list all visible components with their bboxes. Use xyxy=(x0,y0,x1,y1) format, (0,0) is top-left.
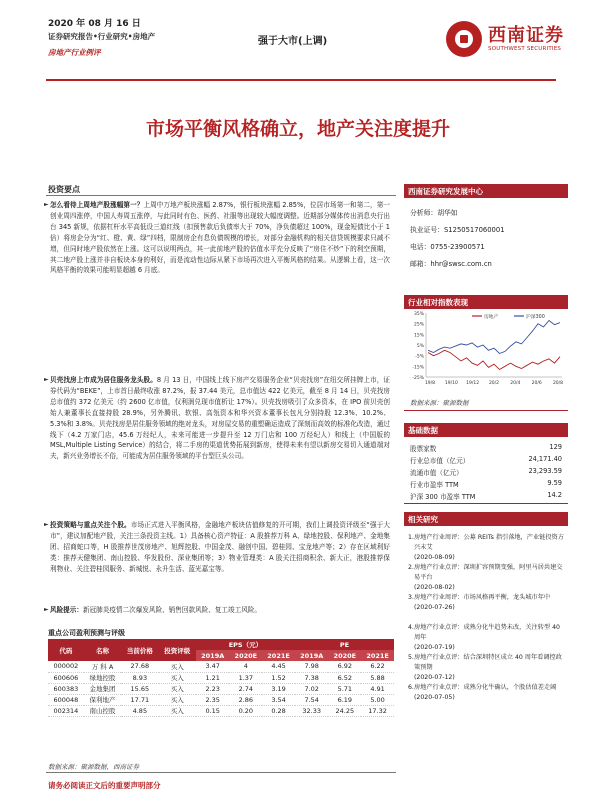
related-item-number: 4. xyxy=(408,624,414,631)
related-item-number: 5. xyxy=(408,654,414,661)
basic-data-heading: 基础数据 xyxy=(404,423,568,437)
basic-data-value: 23,293.59 xyxy=(528,467,562,475)
research-center-heading: 西南证券研究发展中心 xyxy=(404,184,568,198)
col-year: 2020E xyxy=(229,650,262,661)
table-cell: 7.38 xyxy=(295,672,329,683)
y-tick-label: 35% xyxy=(413,312,424,317)
basic-data-row xyxy=(410,467,562,477)
table-cell: 买入 xyxy=(159,661,196,672)
report-date: 2020 年 08 月 16 日 xyxy=(48,19,141,29)
col-year: 2020E xyxy=(328,650,361,661)
table-cell: 15.65 xyxy=(121,683,158,694)
table-cell: 6.92 xyxy=(328,661,361,672)
table-cell: 24.25 xyxy=(328,705,361,716)
table-cell: 6.22 xyxy=(361,661,394,672)
related-item-number: 6. xyxy=(408,684,414,691)
legend-label: 沪深300 xyxy=(526,315,545,320)
earnings-table-body xyxy=(48,661,394,716)
key-point-3-text: 市场正式进入平衡风格，金融地产板块估值修复的开可期，我们上调投资评级至“强于大市”，建议加配地产股，关注三条投资主线。1）具备核心资产特征：A 股推荐万科 A、绿地控股、保利地产、金地集团、招商蛇口等，H 股推荐世茂房地产、旭辉控股、中国金茂、融创中国、碧桂园、宝龙地产等；2）存在区域利好类：推荐天健集团、南山控股、华发股份、深业集团等；3）物业管理类：A 股关注招商积余、新大正，港股推荐保利物业、关注碧桂园服务、新城悦、永升生活、蓝光嘉宝等。 xyxy=(50,521,390,573)
x-tick-label: 19/10 xyxy=(444,381,458,386)
table-cell: 7.98 xyxy=(295,661,329,672)
key-points-heading: 投资要点 xyxy=(48,185,80,194)
col-price: 当前价格 xyxy=(121,639,158,661)
report-subtitle: 房地产行业例评 xyxy=(48,48,101,57)
basic-data-label: 股票家数 xyxy=(410,445,437,453)
related-item-title: 房地产行业点评：成熟分化牛趋势未改，关注转型 40 周年 xyxy=(414,624,560,641)
basic-data-value: 24,171.40 xyxy=(528,455,562,463)
table-row xyxy=(48,661,394,672)
basic-data-row xyxy=(410,455,562,465)
table-cell: 2.35 xyxy=(196,694,230,705)
table-cell: 3.54 xyxy=(262,694,295,705)
logo-text-cn: 西南证券 xyxy=(488,25,564,46)
col-pe: PE xyxy=(295,639,394,650)
table-cell: 1.37 xyxy=(229,672,262,683)
y-tick-label: -15% xyxy=(412,365,424,371)
table-cell: 万 科 A xyxy=(84,661,121,672)
key-point-4 xyxy=(44,605,390,616)
col-rating: 投资评级 xyxy=(159,639,196,661)
x-tick-label: 20/4 xyxy=(510,381,521,386)
related-research-item[interactable] xyxy=(408,653,566,682)
table-cell: 2.86 xyxy=(229,694,262,705)
related-item-date: (2020-08-02) xyxy=(414,583,455,591)
table-cell: 3.47 xyxy=(196,661,230,672)
related-research-item[interactable] xyxy=(408,683,566,703)
basic-data-row xyxy=(410,491,562,501)
key-point-1 xyxy=(44,200,391,276)
table-cell: 南山控股 xyxy=(84,705,121,716)
basic-data-row xyxy=(410,479,562,489)
table-cell: 3.19 xyxy=(262,683,295,694)
related-research-item[interactable] xyxy=(408,623,566,652)
table-cell: 7.54 xyxy=(295,694,329,705)
y-tick-label: 15% xyxy=(413,333,424,339)
col-name: 名称 xyxy=(84,639,121,661)
key-point-2-text: 8 月 13 日，中国线上线下房产交易服务企业“贝壳找房”在纽交所挂牌上市，证券代码为“BEKE”，上市首日最终收涨 87.2%，报 37.44 美元，总市值达 422 亿美元，截至 8 月 14 日，贝壳找房总市值约 372 亿美元（约 2600 亿市值，仅利润兑现市值析让 17%）。贝壳找房吸引了众多资本，在 IPO 前贝壳创始人兼董事长直接持股 28.9%，另外腾讯、软银、高瓴资本和华兴资本董事长包凡分别持股 12.3%、10.2%、5.3%和 3.8%。贝壳找房是居住服务领域的绝对龙头，对房屋交易的重塑确运造成了深刻而高效的标准化改造，通过线下（4.2 万家门店，45.6 万经纪人，未来可能进一步提升至 12 万门店和 100 万经纪人）和线上（中国版的 MSL,Multiple Listing Service）的结合，将二手房的渠道优势拓展到新房，使得未来有望以新房交易切入通道端对夫，新兴业务增长不俗，可能成为居住服务领域的平台型巨头公司。 xyxy=(50,376,390,461)
chart-divider xyxy=(404,410,568,411)
y-tick-label: -25% xyxy=(412,376,424,381)
risk-lead: 风险提示： xyxy=(50,606,83,614)
related-item-number: 3. xyxy=(408,594,414,601)
table-cell: 买入 xyxy=(159,683,196,694)
header-divider xyxy=(46,79,556,81)
col-year: 2021E xyxy=(361,650,394,661)
analyst-label: 分析师： xyxy=(410,209,438,217)
table-cell: 1.52 xyxy=(262,672,295,683)
bullet-icon: ► xyxy=(44,201,49,208)
related-item-title: 房地产行业周评：公募 REITs 指引落地，产业链投资方兴未艾 xyxy=(414,534,564,551)
report-category: 证券研究报告•行业研究•房地产 xyxy=(48,32,156,41)
related-item-title: 房地产行业点评：成熟分化牛确认，个股估值差走阔 xyxy=(414,684,557,691)
email-link[interactable]: 邮箱：hhr@swsc.com.cn xyxy=(410,260,492,268)
table-cell: 买入 xyxy=(159,694,196,705)
table-cell: 0.15 xyxy=(196,705,230,716)
table-cell: 000002 xyxy=(48,661,84,672)
key-point-2 xyxy=(44,375,390,462)
table-cell: 4.45 xyxy=(262,661,295,672)
related-item-date: (2020-07-12) xyxy=(414,673,455,681)
table-cell: 买入 xyxy=(159,672,196,683)
related-research-item[interactable] xyxy=(408,593,566,613)
related-item-date: (2020-07-05) xyxy=(414,693,455,701)
table-cell: 2.23 xyxy=(196,683,230,694)
table-cell: 保利地产 xyxy=(84,694,121,705)
key-point-3-lead: 投资策略与重点关注个股。 xyxy=(50,521,131,529)
table-cell: 5.88 xyxy=(361,672,394,683)
industry-rating: 强于大市(上调) xyxy=(258,36,328,47)
basic-data-label: 行业市盈率 TTM xyxy=(410,481,459,489)
key-point-1-lead: 怎么看待上周地产股涨幅第一？ xyxy=(50,201,144,209)
basic-data-label: 流通市值（亿元） xyxy=(410,469,463,477)
key-points-divider xyxy=(46,195,396,196)
col-year: 2021E xyxy=(262,650,295,661)
related-research-item[interactable] xyxy=(408,533,566,562)
table-cell: 32.33 xyxy=(295,705,329,716)
table-cell: 4 xyxy=(229,661,262,672)
table-row xyxy=(48,705,394,716)
table-cell: 4.91 xyxy=(361,683,394,694)
analyst xyxy=(410,207,458,217)
x-tick-label: 20/8 xyxy=(552,381,564,386)
y-tick-label: 5% xyxy=(416,344,424,349)
related-item-title: 房地产行业点评：深圳扩容预期变强，阿里马居共建交易平台 xyxy=(414,564,563,581)
table-cell: 600048 xyxy=(48,694,84,705)
table-cell: 6.19 xyxy=(328,694,361,705)
bullet-icon: ► xyxy=(44,376,49,383)
y-tick-label: 25% xyxy=(413,322,424,328)
table-cell: 27.68 xyxy=(121,661,158,672)
earnings-table xyxy=(48,639,394,717)
logo-mark-icon xyxy=(446,21,482,57)
col-eps: EPS（元） xyxy=(196,639,295,650)
related-item-number: 1. xyxy=(408,534,414,541)
related-item-title: 房地产行业周评：市场风格再平衡，龙头城市年中 xyxy=(414,594,551,601)
basic-data-value: 14.2 xyxy=(547,491,562,499)
related-research-heading: 相关研究 xyxy=(404,512,568,526)
chart-heading: 行业相对指数表现 xyxy=(404,295,568,309)
footer-divider xyxy=(46,772,396,773)
col-year: 2019A xyxy=(196,650,230,661)
basic-data-label: 行业总市值（亿元） xyxy=(410,457,470,465)
earnings-table-title: 重点公司盈利预测与评级 xyxy=(48,629,125,637)
related-research-item[interactable] xyxy=(408,563,566,592)
risk-text: 新冠肺炎疫情二次爆发风险、销售回款风险、复工竣工风险。 xyxy=(82,606,261,614)
table-row xyxy=(48,683,394,694)
basic-data-label: 沪深 300 市盈率 TTM xyxy=(410,493,476,501)
table-cell: 1.21 xyxy=(196,672,230,683)
related-item-date: (2020-07-26) xyxy=(414,603,455,611)
related-item-date: (2020-08-09) xyxy=(414,553,455,561)
key-point-3 xyxy=(44,520,390,575)
table-cell: 8.93 xyxy=(121,672,158,683)
x-tick-label: 19/8 xyxy=(424,381,436,386)
table-row xyxy=(48,694,394,705)
related-item-title: 房地产行业点评：结合深圳特区成立 40 周年看调控政策预期 xyxy=(414,654,562,671)
basic-data-row xyxy=(410,443,562,453)
legend-label: 房地产 xyxy=(484,315,499,320)
x-tick-label: 20/2 xyxy=(488,381,500,386)
series-line-0 xyxy=(428,350,560,369)
table-cell: 2.74 xyxy=(229,683,262,694)
key-point-2-lead: 贝壳找房上市成为居住服务龙头股。 xyxy=(50,376,157,384)
table-cell: 17.71 xyxy=(121,694,158,705)
basic-data-value: 129 xyxy=(549,443,562,451)
chart-svg xyxy=(406,307,568,392)
table-cell: 6.52 xyxy=(328,672,361,683)
col-code: 代码 xyxy=(48,639,84,661)
table-cell: 7.02 xyxy=(295,683,329,694)
table-cell: 绿地控股 xyxy=(84,672,121,683)
key-point-1-text: 上周中万地产板块涨幅 2.87%，银行板块涨幅 2.85%，位居市场第一和第二，第一创业周四涨停，中国人寿周五涨停，与此同时有色、医药、社服等出现较大幅度调整。近期部分媒体传出消息央行出台 345 新规，依据杠杆水平高低设三道红线（扣预售款后负债率大于 70%，净负债超过 100%，现金短债比小于 1 倍）将房企分为“红、橙、黄、绿”四档，限制房企有息负债规模的增长，对部分金融机构的相关信贷规模要求只减不增，但同时地产股依然在上涨。这可以说明两点，其一此前地产股的估值水平充分反映了“房住不炒”下的利空预期，其二地产股上涨并非自板块本身的利好，而是流动性边际从紧下市场再次进入平衡风格的结果。从逻辑上看，这一次风格平衡的效果可能明显超越 6 月底。 xyxy=(50,201,391,275)
basic-data-divider xyxy=(404,503,568,504)
table-cell: 5.71 xyxy=(328,683,361,694)
bullet-icon: ► xyxy=(44,606,49,613)
x-tick-label: 20/6 xyxy=(531,381,542,386)
license-number: 执业证号：S1250517060001 xyxy=(410,226,505,234)
table-cell: 5.00 xyxy=(361,694,394,705)
table-row xyxy=(48,672,394,683)
table-cell: 4.85 xyxy=(121,705,158,716)
logo-text-en: SOUTHWEST SECURITIES xyxy=(488,46,562,52)
table-cell: 17.32 xyxy=(361,705,394,716)
disclaimer-footer: 请务必阅读正文后的重要声明部分 xyxy=(48,781,161,790)
x-tick-label: 19/12 xyxy=(466,381,480,386)
series-line-1 xyxy=(428,321,560,354)
table-cell: 600383 xyxy=(48,683,84,694)
table-cell: 0.28 xyxy=(262,705,295,716)
report-title: 市场平衡风格确立，地产关注度提升 xyxy=(145,118,450,140)
table-source: 数据来源：聚源数据，西南证券 xyxy=(48,763,139,771)
table-cell: 002314 xyxy=(48,705,84,716)
table-cell: 0.20 xyxy=(229,705,262,716)
related-item-date: (2020-07-19) xyxy=(414,643,455,651)
col-year: 2019A xyxy=(295,650,329,661)
table-cell: 600606 xyxy=(48,672,84,683)
related-item-number: 2. xyxy=(408,564,414,571)
y-tick-label: -5% xyxy=(415,354,424,360)
relative-index-chart xyxy=(406,307,568,392)
table-cell: 金地集团 xyxy=(84,683,121,694)
company-logo xyxy=(446,18,566,68)
analyst-name: 胡华如 xyxy=(437,209,458,217)
chart-source: 数据来源：聚源数据 xyxy=(410,399,469,407)
bullet-icon: ► xyxy=(44,521,49,528)
table-cell: 买入 xyxy=(159,705,196,716)
basic-data-value: 9.59 xyxy=(547,479,562,487)
phone: 电话：0755-23900571 xyxy=(410,243,485,251)
